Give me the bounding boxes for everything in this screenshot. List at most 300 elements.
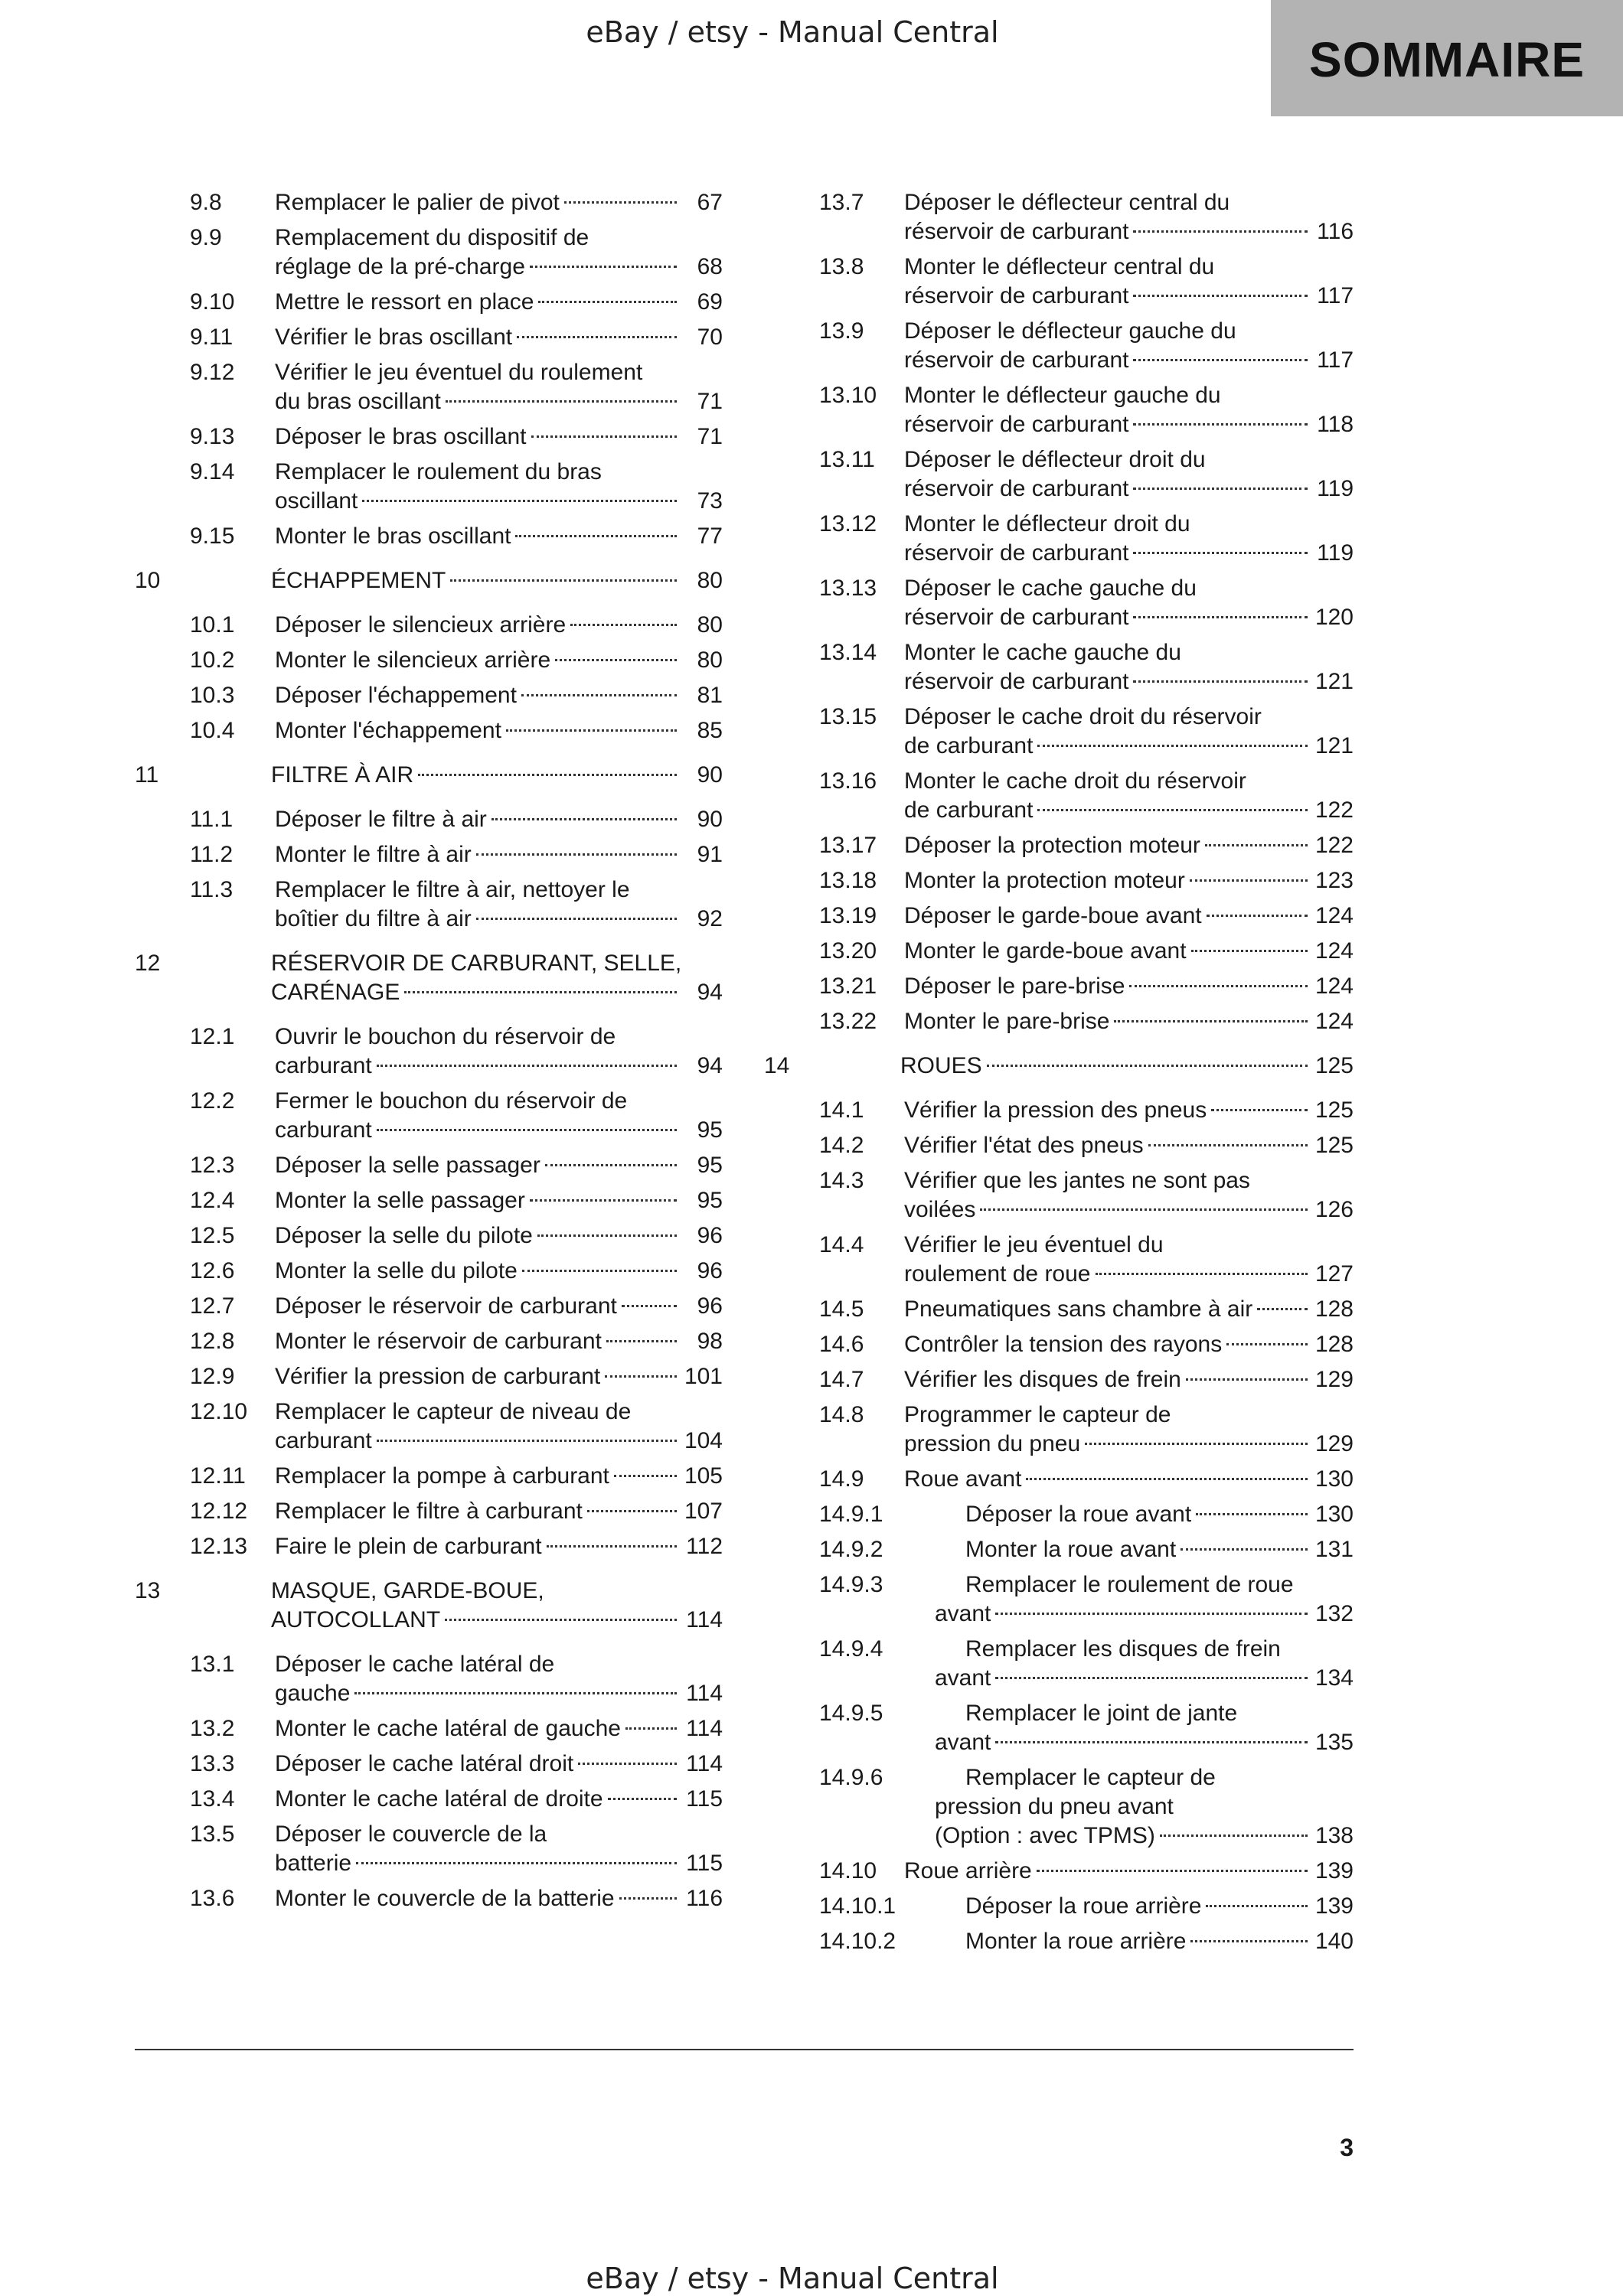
toc-entry-title: Déposer la roue arrière (965, 1893, 1202, 1919)
toc-entry-body (275, 188, 723, 217)
toc-page-number: 101 (684, 1364, 723, 1389)
dot-leader (570, 624, 677, 626)
toc-entry-number: 13.4 (190, 1786, 235, 1812)
toc-page-number: 128 (1314, 1296, 1354, 1322)
toc-entry-title-line: Déposer le cache latéral de (275, 1652, 555, 1677)
toc-entry-number: 12.2 (190, 1088, 235, 1114)
dot-leader (354, 1692, 677, 1694)
toc-entry-body (275, 1022, 723, 1081)
toc-entry-title: réservoir de carburant (904, 219, 1129, 244)
toc-entry-title: carburant (275, 1428, 372, 1453)
dot-leader (555, 659, 677, 661)
toc-entry[interactable] (135, 358, 723, 416)
toc-entry[interactable] (135, 681, 723, 710)
toc-page-number: 135 (1314, 1730, 1354, 1755)
toc-entry-number: 10 (135, 568, 161, 593)
toc-entry-body (271, 949, 723, 1007)
dot-leader (1133, 423, 1308, 426)
toc-entry[interactable] (135, 1221, 723, 1251)
toc-chapter-entry[interactable] (135, 949, 723, 1007)
toc-entry[interactable] (135, 1497, 723, 1526)
toc-entry[interactable] (764, 1096, 1354, 1125)
dot-leader (1096, 1273, 1308, 1275)
header-source-text: eBay / etsy - Manual Central (586, 15, 999, 49)
toc-entry-body (271, 1577, 723, 1635)
dot-leader (1133, 488, 1308, 490)
footer-source-text: eBay / etsy - Manual Central (586, 2262, 999, 2295)
toc-entry[interactable] (764, 574, 1354, 632)
footer-rule (135, 2049, 1354, 2050)
toc-entry-title: Monter la roue arrière (965, 1929, 1187, 1954)
toc-page-number: 117 (1317, 283, 1354, 308)
toc-entry[interactable] (135, 611, 723, 640)
toc-entry-title-line: Déposer le déflecteur gauche du (904, 318, 1236, 344)
toc-entry-body (904, 574, 1354, 632)
toc-entry-title: Déposer le cache latéral droit (275, 1751, 574, 1776)
toc-entry-title: Monter la protection moteur (904, 868, 1185, 893)
dot-leader (1085, 1443, 1308, 1445)
dot-leader (404, 991, 677, 993)
dot-leader (1186, 1378, 1308, 1381)
toc-entry[interactable] (135, 1750, 723, 1779)
toc-page-number: 68 (697, 254, 723, 279)
toc-entry[interactable] (764, 767, 1354, 825)
toc-entry-body (275, 1785, 723, 1814)
toc-entry[interactable] (135, 188, 723, 217)
toc-entry-number: 13.9 (819, 318, 864, 344)
toc-page-number: 115 (686, 1851, 723, 1876)
dot-leader (606, 1340, 677, 1342)
toc-entry-number: 9.10 (190, 289, 235, 315)
toc-entry[interactable] (764, 1892, 1354, 1921)
toc-page-number: 139 (1314, 1893, 1354, 1919)
toc-entry-number: 14.9 (819, 1466, 864, 1492)
toc-entry-title: Monter le bras oscillant (275, 523, 511, 549)
toc-entry-body (271, 566, 723, 595)
toc-entry-title: boîtier du filtre à air (275, 906, 472, 931)
toc-entry-number: 13.3 (190, 1751, 235, 1776)
toc-entry[interactable] (135, 1714, 723, 1743)
toc-page-number: 140 (1314, 1929, 1354, 1954)
toc-entry-number: 12.7 (190, 1293, 235, 1319)
toc-entry-number: 11.3 (190, 877, 233, 902)
toc-entry-number: 9.8 (190, 190, 222, 215)
toc-entry[interactable] (764, 902, 1354, 931)
toc-entry-title: Déposer le filtre à air (275, 807, 487, 832)
toc-page-number: 127 (1314, 1261, 1354, 1287)
toc-entry-number: 11 (135, 762, 159, 788)
toc-entry-body (935, 1635, 1354, 1693)
toc-entry[interactable] (135, 1397, 723, 1456)
toc-entry-title: Monter le cache latéral de gauche (275, 1716, 621, 1741)
dot-leader (608, 1798, 677, 1800)
toc-entry-body (275, 1151, 723, 1180)
toc-entry-number: 14.6 (819, 1332, 864, 1357)
toc-entry-number: 14.9.1 (819, 1502, 883, 1527)
dot-leader (1129, 985, 1308, 987)
toc-entry-number: 14.9.6 (819, 1765, 883, 1790)
toc-entry[interactable] (135, 323, 723, 352)
toc-entry[interactable] (764, 1500, 1354, 1529)
toc-entry-title: Monter l'échappement (275, 718, 501, 743)
toc-entry-body (904, 1857, 1354, 1886)
toc-page-number: 125 (1314, 1097, 1354, 1123)
toc-entry[interactable] (764, 1535, 1354, 1564)
toc-entry-title: ÉCHAPPEMENT (271, 568, 446, 593)
toc-entry[interactable] (764, 317, 1354, 375)
toc-entry[interactable] (764, 1401, 1354, 1459)
toc-entry-title: ROUES (900, 1053, 982, 1078)
dot-leader (1133, 295, 1308, 297)
toc-page-number: 90 (697, 762, 723, 788)
toc-entry-title: CARÉNAGE (271, 980, 400, 1005)
toc-entry-title: Déposer l'échappement (275, 683, 517, 708)
toc-group (764, 188, 1354, 1036)
toc-entry-title: voilées (904, 1197, 976, 1222)
toc-page-number: 80 (697, 568, 723, 593)
toc-page-number: 90 (697, 807, 723, 832)
toc-chapter-entry[interactable] (135, 761, 723, 790)
dot-leader (377, 1440, 677, 1442)
toc-entry-body (275, 1327, 723, 1356)
toc-entry[interactable] (135, 458, 723, 516)
dot-leader (377, 1065, 677, 1067)
toc-entry-body (275, 223, 723, 282)
toc-entry-number: 9.14 (190, 459, 235, 484)
toc-page-number: 71 (697, 424, 723, 449)
toc-entry[interactable] (135, 1327, 723, 1356)
toc-entry-body (904, 767, 1354, 825)
toc-entry-title-line: Monter le déflecteur gauche du (904, 383, 1221, 408)
toc-group (135, 1577, 723, 1635)
toc-group (764, 1052, 1354, 1081)
toc-entry-number: 14 (764, 1053, 790, 1078)
toc-entry-body (275, 805, 723, 834)
toc-chapter-entry[interactable] (764, 1052, 1354, 1081)
toc-entry[interactable] (764, 866, 1354, 895)
toc-page-number: 131 (1314, 1537, 1354, 1562)
dot-leader (1205, 844, 1308, 846)
dot-leader (587, 1510, 677, 1512)
toc-entry[interactable] (135, 288, 723, 317)
toc-entry-body (275, 1462, 723, 1491)
toc-entry-title: réservoir de carburant (904, 540, 1129, 566)
toc-entry[interactable] (764, 381, 1354, 439)
toc-entry[interactable] (135, 840, 723, 869)
dot-leader (531, 435, 678, 438)
toc-entry-number: 14.8 (819, 1402, 864, 1427)
toc-group (135, 188, 723, 551)
toc-entry[interactable] (764, 1570, 1354, 1629)
toc-entry[interactable] (135, 1362, 723, 1391)
toc-entry-title: réservoir de carburant (904, 347, 1129, 373)
toc-entry[interactable] (764, 937, 1354, 966)
toc-entry[interactable] (764, 1857, 1354, 1886)
toc-entry-title: de carburant (904, 797, 1034, 823)
toc-entry[interactable] (135, 1087, 723, 1145)
toc-entry-body (275, 422, 723, 452)
toc-page-number: 125 (1314, 1133, 1354, 1158)
toc-entry-body (904, 1401, 1354, 1459)
toc-entry-body (904, 1330, 1354, 1359)
toc-entry-body (904, 1365, 1354, 1394)
toc-entry[interactable] (135, 522, 723, 551)
toc-page-number: 114 (686, 1681, 723, 1706)
toc-entry-title: Monter le cache latéral de droite (275, 1786, 603, 1812)
toc-entry[interactable] (764, 445, 1354, 504)
toc-entry-title-line: Monter le déflecteur droit du (904, 511, 1190, 536)
toc-entry[interactable] (764, 1166, 1354, 1225)
dot-leader (1206, 1905, 1308, 1907)
dot-leader (614, 1475, 677, 1477)
dot-leader (445, 1619, 677, 1621)
toc-page-number: 94 (697, 1053, 723, 1078)
toc-entry[interactable] (764, 703, 1354, 761)
toc-entry[interactable] (135, 805, 723, 834)
toc-group (135, 761, 723, 790)
toc-entry-number: 14.9.5 (819, 1701, 883, 1726)
toc-page-number: 114 (686, 1607, 723, 1632)
toc-page-number: 126 (1314, 1197, 1354, 1222)
toc-entry[interactable] (764, 1927, 1354, 1956)
toc-page-number: 92 (697, 906, 723, 931)
toc-entry[interactable] (764, 1365, 1354, 1394)
toc-entry[interactable] (764, 510, 1354, 568)
dot-leader (980, 1208, 1308, 1211)
toc-entry-number: 12.4 (190, 1188, 235, 1213)
toc-entry-title: Vérifier la pression des pneus (904, 1097, 1207, 1123)
dot-leader (1037, 745, 1308, 747)
toc-entry-body (904, 972, 1354, 1001)
toc-entry[interactable] (764, 972, 1354, 1001)
toc-entry-body (904, 703, 1354, 761)
toc-entry[interactable] (135, 1650, 723, 1708)
toc-entry-number: 13.2 (190, 1716, 235, 1741)
dot-leader (1133, 359, 1308, 361)
toc-entry-title-line: Ouvrir le bouchon du réservoir de (275, 1024, 616, 1049)
toc-entry-title-line: Monter le cache gauche du (904, 640, 1181, 665)
toc-entry-number: 14.5 (819, 1296, 864, 1322)
toc-entry-body (275, 840, 723, 869)
toc-entry-number: 13.1 (190, 1652, 235, 1677)
dot-leader (521, 694, 677, 696)
toc-entry-number: 14.4 (819, 1232, 864, 1257)
toc-entry-title: Mettre le ressort en place (275, 289, 534, 315)
section-tab-label: SOMMAIRE (1309, 32, 1585, 87)
toc-group (764, 1096, 1354, 1956)
toc-entry-title-line: Déposer le cache gauche du (904, 576, 1197, 601)
toc-entry-title: Monter le filtre à air (275, 842, 472, 867)
page-number: 3 (1340, 2134, 1354, 2161)
toc-entry-number: 13.22 (819, 1009, 877, 1034)
toc-entry[interactable] (135, 1257, 723, 1286)
toc-entry-title: Monter la selle passager (275, 1188, 525, 1213)
toc-entry[interactable] (135, 1186, 723, 1215)
toc-entry[interactable] (764, 253, 1354, 311)
toc-page-number: 104 (684, 1428, 723, 1453)
toc-left-column (135, 188, 723, 1929)
toc-page-number: 105 (684, 1463, 723, 1489)
dot-leader (625, 1727, 677, 1730)
toc-entry[interactable] (135, 1462, 723, 1491)
toc-entry-title: Remplacer le palier de pivot (275, 190, 560, 215)
toc-entry-body (275, 522, 723, 551)
toc-entry[interactable] (135, 876, 723, 934)
dot-leader (476, 918, 677, 920)
toc-entry[interactable] (135, 1151, 723, 1180)
toc-entry[interactable] (135, 223, 723, 282)
toc-page-number: 119 (1317, 540, 1354, 566)
toc-entry-number: 14.10 (819, 1858, 877, 1883)
toc-entry-title: oscillant (275, 488, 358, 514)
toc-page-number: 73 (697, 488, 723, 514)
toc-entry-body (935, 1892, 1354, 1921)
toc-entry-body (904, 381, 1354, 439)
toc-page-number: 96 (697, 1293, 723, 1319)
toc-entry[interactable] (764, 1231, 1354, 1289)
toc-page-number: 122 (1314, 833, 1354, 858)
toc-page-number: 116 (1317, 219, 1354, 244)
toc-entry-title: Faire le plein de carburant (275, 1534, 542, 1559)
toc-page-number: 121 (1314, 669, 1354, 694)
toc-entry-title-line: Remplacer le joint de jante (965, 1701, 1238, 1726)
toc-page-number: 130 (1314, 1502, 1354, 1527)
toc-entry[interactable] (764, 831, 1354, 860)
toc-entry-body (904, 1166, 1354, 1225)
toc-entry[interactable] (135, 716, 723, 745)
toc-entry-number: 12.8 (190, 1329, 235, 1354)
toc-page-number: 132 (1314, 1601, 1354, 1626)
toc-entry-number: 12.11 (190, 1463, 246, 1489)
toc-entry[interactable] (764, 1465, 1354, 1494)
toc-page-number: 80 (697, 647, 723, 673)
toc-entry[interactable] (135, 422, 723, 452)
toc-entry-number: 13.20 (819, 938, 877, 964)
dot-leader (545, 1164, 677, 1166)
toc-entry-number: 13.16 (819, 768, 877, 794)
toc-entry-title: du bras oscillant (275, 389, 441, 414)
toc-page-number: 125 (1314, 1053, 1354, 1078)
toc-entry-body (935, 1500, 1354, 1529)
dot-leader (1257, 1308, 1308, 1310)
dot-leader (1226, 1343, 1308, 1345)
dot-leader (987, 1065, 1308, 1067)
toc-entry-number: 13.5 (190, 1821, 235, 1847)
toc-entry-title: Déposer le bras oscillant (275, 424, 527, 449)
toc-entry-body (904, 866, 1354, 895)
toc-page-number: 120 (1314, 605, 1354, 630)
toc-entry-title: FILTRE À AIR (271, 762, 414, 788)
toc-entry-number: 9.9 (190, 225, 222, 250)
toc-entry-title: réservoir de carburant (904, 283, 1129, 308)
toc-entry[interactable] (135, 1785, 723, 1814)
toc-page-number: 95 (697, 1188, 723, 1213)
toc-entry[interactable] (135, 1532, 723, 1561)
toc-page-number: 122 (1314, 797, 1354, 823)
toc-page-number: 96 (697, 1223, 723, 1248)
toc-entry[interactable] (135, 1292, 723, 1321)
toc-entry-body (275, 1292, 723, 1321)
toc-entry[interactable] (135, 1884, 723, 1913)
toc-page-number: 81 (697, 683, 723, 708)
dot-leader (356, 1862, 677, 1864)
toc-entry-title: Déposer la selle du pilote (275, 1223, 533, 1248)
toc-entry-body (275, 646, 723, 675)
toc-entry[interactable] (764, 1635, 1354, 1693)
toc-page-number: 107 (684, 1499, 723, 1524)
dot-leader (1196, 1513, 1308, 1515)
dot-leader (547, 1545, 677, 1548)
toc-entry-body (275, 1750, 723, 1779)
dot-leader (450, 579, 677, 582)
toc-entry[interactable] (764, 1763, 1354, 1851)
toc-entry-title: Monter la roue avant (965, 1537, 1177, 1562)
toc-entry[interactable] (135, 1022, 723, 1081)
toc-group (135, 611, 723, 745)
toc-chapter-entry[interactable] (135, 566, 723, 595)
toc-entry[interactable] (764, 1131, 1354, 1160)
toc-entry-body (904, 317, 1354, 375)
dot-leader (1207, 915, 1308, 917)
dot-leader (1160, 1835, 1308, 1837)
dot-leader (1190, 1940, 1308, 1942)
toc-entry-number: 10.3 (190, 683, 235, 708)
toc-entry-title: Déposer le réservoir de carburant (275, 1293, 617, 1319)
toc-entry[interactable] (135, 1820, 723, 1878)
toc-entry-body (904, 638, 1354, 696)
toc-entry[interactable] (764, 1007, 1354, 1036)
toc-entry-title-line: Remplacer le filtre à air, nettoyer le (275, 877, 630, 902)
toc-entry-body (904, 937, 1354, 966)
toc-entry-title-line: pression du pneu avant (935, 1794, 1174, 1819)
toc-entry-body (935, 1927, 1354, 1956)
dot-leader (1181, 1548, 1308, 1551)
toc-entry-body (275, 1221, 723, 1251)
toc-entry-body (275, 1532, 723, 1561)
toc-entry[interactable] (764, 638, 1354, 696)
toc-entry-body (275, 876, 723, 934)
dot-leader (362, 500, 677, 502)
toc-entry-title: Roue arrière (904, 1858, 1032, 1883)
toc-entry-title-line: Remplacement du dispositif de (275, 225, 589, 250)
toc-entry[interactable] (764, 1295, 1354, 1324)
toc-page-number: 114 (686, 1716, 723, 1741)
toc-page-number: 134 (1314, 1665, 1354, 1691)
dot-leader (1037, 809, 1308, 811)
toc-page-number: 115 (686, 1786, 723, 1812)
toc-entry-number: 12.1 (190, 1024, 235, 1049)
toc-entry-body (904, 1465, 1354, 1494)
toc-chapter-entry[interactable] (135, 1577, 723, 1635)
toc-group (135, 1022, 723, 1561)
toc-entry-title-line: Remplacer le roulement du bras (275, 459, 602, 484)
dot-leader (1026, 1478, 1308, 1480)
toc-entry-title: Vérifier l'état des pneus (904, 1133, 1144, 1158)
toc-entry-body (275, 358, 723, 416)
toc-page-number: 124 (1314, 1009, 1354, 1034)
toc-entry[interactable] (135, 646, 723, 675)
toc-entry-title-line: RÉSERVOIR DE CARBURANT, SELLE, (271, 951, 682, 976)
toc-entry[interactable] (764, 1330, 1354, 1359)
toc-entry[interactable] (764, 1699, 1354, 1757)
toc-page-number: 91 (697, 842, 723, 867)
toc-entry-title: Monter le couvercle de la batterie (275, 1886, 615, 1911)
toc-entry-body (275, 288, 723, 317)
toc-entry-body (900, 1052, 1354, 1081)
toc-entry[interactable] (764, 188, 1354, 246)
toc-entry-number: 13.6 (190, 1886, 235, 1911)
toc-entry-title: roulement de roue (904, 1261, 1091, 1287)
